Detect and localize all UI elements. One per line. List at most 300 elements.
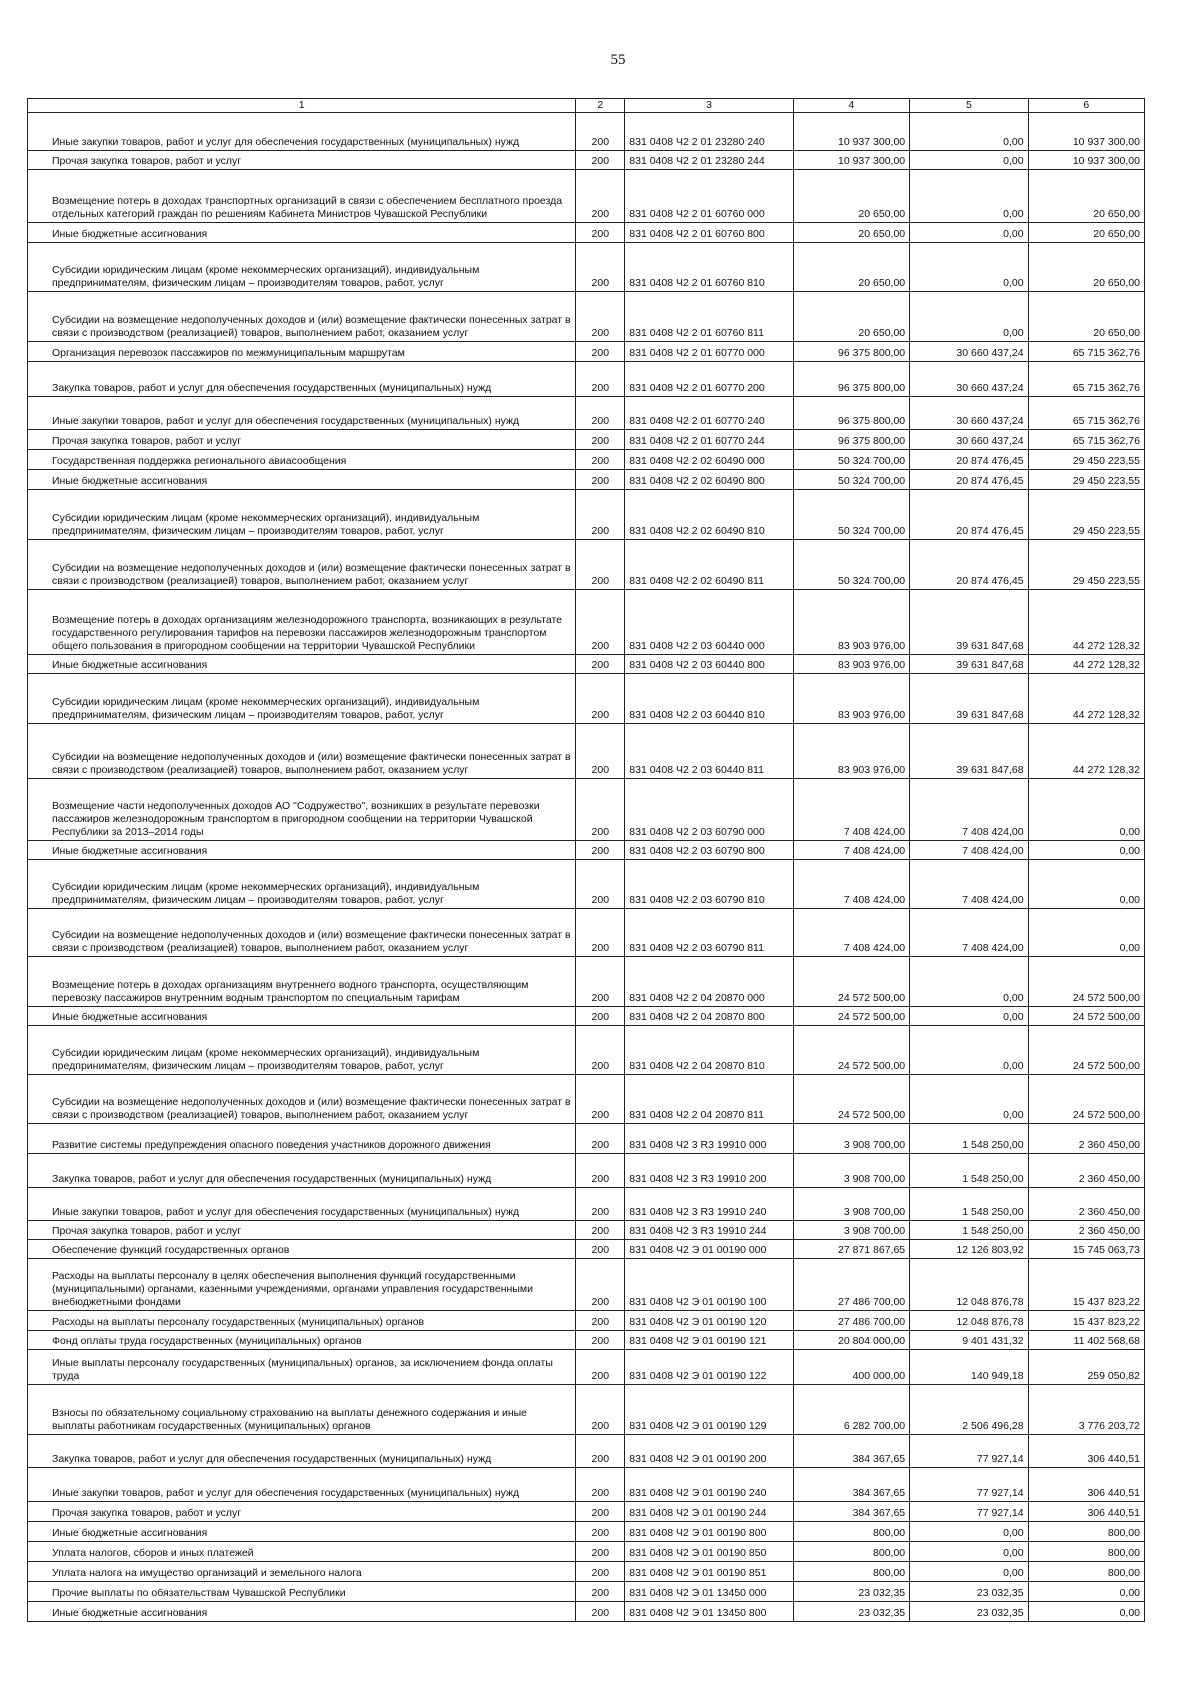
remainder-amount-cell: 3 776 203,72 xyxy=(1028,1384,1144,1434)
remainder-amount-cell: 44 272 128,32 xyxy=(1028,673,1144,723)
section-code-cell: 200 xyxy=(576,169,625,222)
expense-name-cell: Расходы на выплаты персоналу государственных (муниципальных) органов xyxy=(28,1310,576,1330)
executed-amount-cell: 0,00 xyxy=(910,112,1028,150)
remainder-amount-cell: 44 272 128,32 xyxy=(1028,589,1144,654)
section-code-cell: 200 xyxy=(576,1239,625,1258)
table-row xyxy=(28,1220,1145,1239)
executed-amount-cell: 1 548 250,00 xyxy=(910,1220,1028,1239)
approved-amount-cell: 24 572 500,00 xyxy=(793,956,909,1006)
executed-amount-cell: 20 874 476,45 xyxy=(910,449,1028,469)
classification-code-cell: 831 0408 Ч2 2 01 23280 244 xyxy=(625,150,793,169)
page-number: 55 xyxy=(610,52,626,68)
executed-amount-cell: 0,00 xyxy=(910,291,1028,341)
table-row xyxy=(28,150,1145,169)
remainder-amount-cell: 306 440,51 xyxy=(1028,1501,1144,1521)
remainder-amount-cell: 29 450 223,55 xyxy=(1028,539,1144,589)
expense-name-cell: Возмещение потерь в доходах организациям железнодорожного транспорта, возникающих в результате государственного регулирования тарифов на перевозки пассажиров железнодорожным транспортом общего пользования в пригородном сообщении на территории Чувашской Республики xyxy=(28,589,576,654)
classification-code-cell: 831 0408 Ч2 Э 01 00190 122 xyxy=(625,1349,793,1384)
approved-amount-cell: 7 408 424,00 xyxy=(793,840,909,859)
classification-code-cell: 831 0408 Ч2 2 01 60770 200 xyxy=(625,361,793,396)
executed-amount-cell: 12 048 876,78 xyxy=(910,1258,1028,1310)
approved-amount-cell: 96 375 800,00 xyxy=(793,396,909,429)
classification-code-cell: 831 0408 Ч2 2 01 60760 811 xyxy=(625,291,793,341)
table-row xyxy=(28,956,1145,1006)
table-row xyxy=(28,673,1145,723)
table-row xyxy=(28,1384,1145,1434)
classification-code-cell: 831 0408 Ч2 Э 01 00190 200 xyxy=(625,1434,793,1467)
expense-name-cell: Закупка товаров, работ и услуг для обеспечения государственных (муниципальных) нужд xyxy=(28,1434,576,1467)
classification-code-cell: 831 0408 Ч2 Э 01 00190 850 xyxy=(625,1541,793,1561)
approved-amount-cell: 384 367,65 xyxy=(793,1501,909,1521)
table-row xyxy=(28,1349,1145,1384)
remainder-amount-cell: 29 450 223,55 xyxy=(1028,449,1144,469)
column-header: 3 xyxy=(625,99,793,113)
executed-amount-cell: 0,00 xyxy=(910,1521,1028,1541)
expense-name-cell: Взносы по обязательному социальному страхованию на выплаты денежного содержания и иные выплаты работникам государственных (муниципальных) органов xyxy=(28,1384,576,1434)
section-code-cell: 200 xyxy=(576,673,625,723)
section-code-cell: 200 xyxy=(576,361,625,396)
remainder-amount-cell: 65 715 362,76 xyxy=(1028,341,1144,361)
table-row xyxy=(28,723,1145,778)
expense-name-cell: Прочая закупка товаров, работ и услуг xyxy=(28,150,576,169)
remainder-amount-cell: 20 650,00 xyxy=(1028,242,1144,291)
remainder-amount-cell: 65 715 362,76 xyxy=(1028,361,1144,396)
executed-amount-cell: 39 631 847,68 xyxy=(910,589,1028,654)
expense-name-cell: Субсидии юридическим лицам (кроме некоммерческих организаций), индивидуальным предпринимателям, физическим лицам – производителям товаров, работ, услуг xyxy=(28,489,576,539)
executed-amount-cell: 20 874 476,45 xyxy=(910,539,1028,589)
approved-amount-cell: 800,00 xyxy=(793,1541,909,1561)
executed-amount-cell: 77 927,14 xyxy=(910,1434,1028,1467)
classification-code-cell: 831 0408 Ч2 2 04 20870 800 xyxy=(625,1006,793,1025)
expense-name-cell: Расходы на выплаты персоналу в целях обеспечения выполнения функций государственными (муниципальными) органами, казенными учреждениями, органами управления государственными внебюджетными фондами xyxy=(28,1258,576,1310)
executed-amount-cell: 12 048 876,78 xyxy=(910,1310,1028,1330)
expense-name-cell: Прочая закупка товаров, работ и услуг xyxy=(28,429,576,449)
classification-code-cell: 831 0408 Ч2 Э 01 00190 800 xyxy=(625,1521,793,1541)
expense-name-cell: Иные закупки товаров, работ и услуг для обеспечения государственных (муниципальных) нужд xyxy=(28,1187,576,1220)
remainder-amount-cell: 2 360 450,00 xyxy=(1028,1123,1144,1153)
executed-amount-cell: 7 408 424,00 xyxy=(910,778,1028,840)
table-row xyxy=(28,469,1145,489)
table-row xyxy=(28,589,1145,654)
classification-code-cell: 831 0408 Ч2 Э 01 13450 000 xyxy=(625,1581,793,1601)
remainder-amount-cell: 0,00 xyxy=(1028,908,1144,956)
remainder-amount-cell: 15 437 823,22 xyxy=(1028,1258,1144,1310)
section-code-cell: 200 xyxy=(576,341,625,361)
approved-amount-cell: 24 572 500,00 xyxy=(793,1006,909,1025)
classification-code-cell: 831 0408 Ч2 2 02 60490 810 xyxy=(625,489,793,539)
executed-amount-cell: 20 874 476,45 xyxy=(910,489,1028,539)
table-row xyxy=(28,859,1145,908)
remainder-amount-cell: 65 715 362,76 xyxy=(1028,396,1144,429)
expense-name-cell: Иные закупки товаров, работ и услуг для обеспечения государственных (муниципальных) нужд xyxy=(28,396,576,429)
table-header-row xyxy=(28,99,1145,113)
table-row xyxy=(28,1006,1145,1025)
expense-name-cell: Субсидии на возмещение недополученных доходов и (или) возмещение фактически понесенных затрат в связи с производством (реализацией) товаров, выполнением работ, оказанием услуг xyxy=(28,539,576,589)
approved-amount-cell: 20 804 000,00 xyxy=(793,1330,909,1349)
expense-name-cell: Иные бюджетные ассигнования xyxy=(28,222,576,242)
remainder-amount-cell: 0,00 xyxy=(1028,778,1144,840)
approved-amount-cell: 3 908 700,00 xyxy=(793,1187,909,1220)
section-code-cell: 200 xyxy=(576,1561,625,1581)
approved-amount-cell: 800,00 xyxy=(793,1561,909,1581)
approved-amount-cell: 50 324 700,00 xyxy=(793,469,909,489)
section-code-cell: 200 xyxy=(576,489,625,539)
classification-code-cell: 831 0408 Ч2 Э 01 00190 851 xyxy=(625,1561,793,1581)
budget-table xyxy=(27,98,1145,1622)
section-code-cell: 200 xyxy=(576,1006,625,1025)
classification-code-cell: 831 0408 Ч2 2 03 60790 811 xyxy=(625,908,793,956)
section-code-cell: 200 xyxy=(576,1123,625,1153)
remainder-amount-cell: 24 572 500,00 xyxy=(1028,1074,1144,1123)
section-code-cell: 200 xyxy=(576,1541,625,1561)
classification-code-cell: 831 0408 Ч2 2 04 20870 000 xyxy=(625,956,793,1006)
table-row xyxy=(28,1025,1145,1074)
classification-code-cell: 831 0408 Ч2 2 01 60770 240 xyxy=(625,396,793,429)
remainder-amount-cell: 44 272 128,32 xyxy=(1028,723,1144,778)
classification-code-cell: 831 0408 Ч2 Э 01 00190 000 xyxy=(625,1239,793,1258)
expense-name-cell: Субсидии юридическим лицам (кроме некоммерческих организаций), индивидуальным предпринимателям, физическим лицам – производителям товаров, работ, услуг xyxy=(28,673,576,723)
table-row xyxy=(28,449,1145,469)
section-code-cell: 200 xyxy=(576,723,625,778)
section-code-cell: 200 xyxy=(576,291,625,341)
expense-name-cell: Развитие системы предупреждения опасного поведения участников дорожного движения xyxy=(28,1123,576,1153)
table-row xyxy=(28,654,1145,673)
remainder-amount-cell: 29 450 223,55 xyxy=(1028,489,1144,539)
expense-name-cell: Иные выплаты персоналу государственных (муниципальных) органов, за исключением фонда оплаты труда xyxy=(28,1349,576,1384)
section-code-cell: 200 xyxy=(576,1434,625,1467)
section-code-cell: 200 xyxy=(576,1349,625,1384)
section-code-cell: 200 xyxy=(576,1384,625,1434)
table-row xyxy=(28,169,1145,222)
expense-name-cell: Субсидии юридическим лицам (кроме некоммерческих организаций), индивидуальным предпринимателям, физическим лицам – производителям товаров, работ, услуг xyxy=(28,1025,576,1074)
approved-amount-cell: 7 408 424,00 xyxy=(793,859,909,908)
table-row xyxy=(28,1541,1145,1561)
expense-name-cell: Иные бюджетные ассигнования xyxy=(28,1006,576,1025)
table-row xyxy=(28,1239,1145,1258)
classification-code-cell: 831 0408 Ч2 2 03 60790 810 xyxy=(625,859,793,908)
table-row xyxy=(28,1561,1145,1581)
approved-amount-cell: 800,00 xyxy=(793,1521,909,1541)
approved-amount-cell: 83 903 976,00 xyxy=(793,654,909,673)
table-row xyxy=(28,242,1145,291)
expense-name-cell: Возмещение части недополученных доходов АО "Содружество", возникших в результате перевозки пассажиров железнодорожным транспортом в пригородном сообщении на территории Чувашской Республики за 2013–2014 годы xyxy=(28,778,576,840)
expense-name-cell: Организация перевозок пассажиров по межмуниципальным маршрутам xyxy=(28,341,576,361)
remainder-amount-cell: 24 572 500,00 xyxy=(1028,1006,1144,1025)
classification-code-cell: 831 0408 Ч2 Э 01 13450 800 xyxy=(625,1601,793,1621)
remainder-amount-cell: 15 437 823,22 xyxy=(1028,1310,1144,1330)
section-code-cell: 200 xyxy=(576,840,625,859)
approved-amount-cell: 3 908 700,00 xyxy=(793,1123,909,1153)
table-row xyxy=(28,1074,1145,1123)
classification-code-cell: 831 0408 Ч2 Э 01 00190 240 xyxy=(625,1467,793,1501)
classification-code-cell: 831 0408 Ч2 2 01 60760 800 xyxy=(625,222,793,242)
remainder-amount-cell: 800,00 xyxy=(1028,1521,1144,1541)
expense-name-cell: Возмещение потерь в доходах транспортных организаций в связи с обеспечением бесплатного проезда отдельных категорий граждан по решениям Кабинета Министров Чувашской Республики xyxy=(28,169,576,222)
approved-amount-cell: 20 650,00 xyxy=(793,291,909,341)
remainder-amount-cell: 29 450 223,55 xyxy=(1028,469,1144,489)
approved-amount-cell: 10 937 300,00 xyxy=(793,112,909,150)
executed-amount-cell: 0,00 xyxy=(910,1561,1028,1581)
section-code-cell: 200 xyxy=(576,1074,625,1123)
executed-amount-cell: 0,00 xyxy=(910,1025,1028,1074)
approved-amount-cell: 6 282 700,00 xyxy=(793,1384,909,1434)
table-row xyxy=(28,429,1145,449)
executed-amount-cell: 9 401 431,32 xyxy=(910,1330,1028,1349)
section-code-cell: 200 xyxy=(576,396,625,429)
executed-amount-cell: 0,00 xyxy=(910,150,1028,169)
table-row xyxy=(28,361,1145,396)
expense-name-cell: Закупка товаров, работ и услуг для обеспечения государственных (муниципальных) нужд xyxy=(28,361,576,396)
classification-code-cell: 831 0408 Ч2 Э 01 00190 129 xyxy=(625,1384,793,1434)
executed-amount-cell: 77 927,14 xyxy=(910,1501,1028,1521)
expense-name-cell: Иные закупки товаров, работ и услуг для обеспечения государственных (муниципальных) нужд xyxy=(28,1467,576,1501)
approved-amount-cell: 83 903 976,00 xyxy=(793,589,909,654)
remainder-amount-cell: 0,00 xyxy=(1028,859,1144,908)
classification-code-cell: 831 0408 Ч2 3 R3 19910 200 xyxy=(625,1153,793,1187)
classification-code-cell: 831 0408 Ч2 3 R3 19910 244 xyxy=(625,1220,793,1239)
classification-code-cell: 831 0408 Ч2 Э 01 00190 100 xyxy=(625,1258,793,1310)
table-row xyxy=(28,396,1145,429)
classification-code-cell: 831 0408 Ч2 2 03 60440 000 xyxy=(625,589,793,654)
table-row xyxy=(28,1123,1145,1153)
remainder-amount-cell: 20 650,00 xyxy=(1028,169,1144,222)
approved-amount-cell: 27 871 867,65 xyxy=(793,1239,909,1258)
expense-name-cell: Уплата налога на имущество организаций и земельного налога xyxy=(28,1561,576,1581)
approved-amount-cell: 20 650,00 xyxy=(793,222,909,242)
table-row xyxy=(28,222,1145,242)
expense-name-cell: Государственная поддержка регионального авиасообщения xyxy=(28,449,576,469)
approved-amount-cell: 23 032,35 xyxy=(793,1601,909,1621)
section-code-cell: 200 xyxy=(576,1220,625,1239)
expense-name-cell: Субсидии на возмещение недополученных доходов и (или) возмещение фактически понесенных затрат в связи с производством (реализацией) товаров, выполнением работ, оказанием услуг xyxy=(28,723,576,778)
expense-name-cell: Прочая закупка товаров, работ и услуг xyxy=(28,1220,576,1239)
approved-amount-cell: 83 903 976,00 xyxy=(793,673,909,723)
approved-amount-cell: 50 324 700,00 xyxy=(793,449,909,469)
executed-amount-cell: 0,00 xyxy=(910,242,1028,291)
approved-amount-cell: 96 375 800,00 xyxy=(793,361,909,396)
classification-code-cell: 831 0408 Ч2 2 01 60770 244 xyxy=(625,429,793,449)
remainder-amount-cell: 0,00 xyxy=(1028,1581,1144,1601)
table-row xyxy=(28,1153,1145,1187)
approved-amount-cell: 27 486 700,00 xyxy=(793,1310,909,1330)
approved-amount-cell: 24 572 500,00 xyxy=(793,1074,909,1123)
approved-amount-cell: 7 408 424,00 xyxy=(793,778,909,840)
remainder-amount-cell: 15 745 063,73 xyxy=(1028,1239,1144,1258)
remainder-amount-cell: 259 050,82 xyxy=(1028,1349,1144,1384)
remainder-amount-cell: 10 937 300,00 xyxy=(1028,112,1144,150)
approved-amount-cell: 50 324 700,00 xyxy=(793,489,909,539)
approved-amount-cell: 96 375 800,00 xyxy=(793,429,909,449)
classification-code-cell: 831 0408 Ч2 2 03 60790 800 xyxy=(625,840,793,859)
remainder-amount-cell: 800,00 xyxy=(1028,1541,1144,1561)
executed-amount-cell: 1 548 250,00 xyxy=(910,1123,1028,1153)
executed-amount-cell: 2 506 496,28 xyxy=(910,1384,1028,1434)
classification-code-cell: 831 0408 Ч2 2 02 60490 811 xyxy=(625,539,793,589)
expense-name-cell: Фонд оплаты труда государственных (муниципальных) органов xyxy=(28,1330,576,1349)
remainder-amount-cell: 11 402 568,68 xyxy=(1028,1330,1144,1349)
executed-amount-cell: 140 949,18 xyxy=(910,1349,1028,1384)
section-code-cell: 200 xyxy=(576,242,625,291)
table-row xyxy=(28,1501,1145,1521)
expense-name-cell: Субсидии на возмещение недополученных доходов и (или) возмещение фактически понесенных затрат в связи с производством (реализацией) товаров, выполнением работ, оказанием услуг xyxy=(28,1074,576,1123)
executed-amount-cell: 30 660 437,24 xyxy=(910,361,1028,396)
column-header: 1 xyxy=(28,99,576,113)
section-code-cell: 200 xyxy=(576,222,625,242)
table-row xyxy=(28,1521,1145,1541)
expense-name-cell: Иные бюджетные ассигнования xyxy=(28,840,576,859)
executed-amount-cell: 0,00 xyxy=(910,1541,1028,1561)
classification-code-cell: 831 0408 Ч2 2 01 23280 240 xyxy=(625,112,793,150)
expense-name-cell: Субсидии на возмещение недополученных доходов и (или) возмещение фактически понесенных затрат в связи с производством (реализацией) товаров, выполнением работ, оказанием услуг xyxy=(28,908,576,956)
section-code-cell: 200 xyxy=(576,654,625,673)
expense-name-cell: Закупка товаров, работ и услуг для обеспечения государственных (муниципальных) нужд xyxy=(28,1153,576,1187)
table-row xyxy=(28,341,1145,361)
classification-code-cell: 831 0408 Ч2 Э 01 00190 244 xyxy=(625,1501,793,1521)
section-code-cell: 200 xyxy=(576,1501,625,1521)
approved-amount-cell: 7 408 424,00 xyxy=(793,908,909,956)
section-code-cell: 200 xyxy=(576,150,625,169)
executed-amount-cell: 39 631 847,68 xyxy=(910,723,1028,778)
remainder-amount-cell: 306 440,51 xyxy=(1028,1467,1144,1501)
executed-amount-cell: 7 408 424,00 xyxy=(910,908,1028,956)
approved-amount-cell: 50 324 700,00 xyxy=(793,539,909,589)
remainder-amount-cell: 10 937 300,00 xyxy=(1028,150,1144,169)
executed-amount-cell: 0,00 xyxy=(910,1006,1028,1025)
executed-amount-cell: 30 660 437,24 xyxy=(910,341,1028,361)
section-code-cell: 200 xyxy=(576,1310,625,1330)
classification-code-cell: 831 0408 Ч2 2 02 60490 800 xyxy=(625,469,793,489)
classification-code-cell: 831 0408 Ч2 Э 01 00190 120 xyxy=(625,1310,793,1330)
classification-code-cell: 831 0408 Ч2 2 03 60440 800 xyxy=(625,654,793,673)
classification-code-cell: 831 0408 Ч2 2 03 60440 810 xyxy=(625,673,793,723)
executed-amount-cell: 23 032,35 xyxy=(910,1581,1028,1601)
executed-amount-cell: 0,00 xyxy=(910,169,1028,222)
section-code-cell: 200 xyxy=(576,1153,625,1187)
remainder-amount-cell: 44 272 128,32 xyxy=(1028,654,1144,673)
expense-name-cell: Обеспечение функций государственных органов xyxy=(28,1239,576,1258)
section-code-cell: 200 xyxy=(576,112,625,150)
classification-code-cell: 831 0408 Ч2 2 03 60440 811 xyxy=(625,723,793,778)
expense-name-cell: Иные закупки товаров, работ и услуг для обеспечения государственных (муниципальных) нужд xyxy=(28,112,576,150)
section-code-cell: 200 xyxy=(576,469,625,489)
table-row xyxy=(28,291,1145,341)
expense-name-cell: Субсидии на возмещение недополученных доходов и (или) возмещение фактически понесенных затрат в связи с производством (реализацией) товаров, выполнением работ, оказанием услуг xyxy=(28,291,576,341)
classification-code-cell: 831 0408 Ч2 2 04 20870 811 xyxy=(625,1074,793,1123)
approved-amount-cell: 27 486 700,00 xyxy=(793,1258,909,1310)
approved-amount-cell: 24 572 500,00 xyxy=(793,1025,909,1074)
column-header: 4 xyxy=(793,99,909,113)
executed-amount-cell: 20 874 476,45 xyxy=(910,469,1028,489)
table-body xyxy=(28,112,1145,1621)
section-code-cell: 200 xyxy=(576,1187,625,1220)
executed-amount-cell: 23 032,35 xyxy=(910,1601,1028,1621)
table-row xyxy=(28,908,1145,956)
executed-amount-cell: 7 408 424,00 xyxy=(910,840,1028,859)
remainder-amount-cell: 24 572 500,00 xyxy=(1028,956,1144,1006)
executed-amount-cell: 39 631 847,68 xyxy=(910,673,1028,723)
expense-name-cell: Прочая закупка товаров, работ и услуг xyxy=(28,1501,576,1521)
executed-amount-cell: 0,00 xyxy=(910,956,1028,1006)
section-code-cell: 200 xyxy=(576,1521,625,1541)
table-row xyxy=(28,1187,1145,1220)
expense-name-cell: Иные бюджетные ассигнования xyxy=(28,654,576,673)
approved-amount-cell: 20 650,00 xyxy=(793,242,909,291)
classification-code-cell: 831 0408 Ч2 2 04 20870 810 xyxy=(625,1025,793,1074)
executed-amount-cell: 1 548 250,00 xyxy=(910,1153,1028,1187)
expense-name-cell: Иные бюджетные ассигнования xyxy=(28,469,576,489)
approved-amount-cell: 10 937 300,00 xyxy=(793,150,909,169)
approved-amount-cell: 3 908 700,00 xyxy=(793,1220,909,1239)
executed-amount-cell: 12 126 803,92 xyxy=(910,1239,1028,1258)
executed-amount-cell: 77 927,14 xyxy=(910,1467,1028,1501)
section-code-cell: 200 xyxy=(576,956,625,1006)
expense-name-cell: Возмещение потерь в доходах организациям внутреннего водного транспорта, осуществляющим перевозку пассажиров внутренним водным транспортом по специальным тарифам xyxy=(28,956,576,1006)
section-code-cell: 200 xyxy=(576,1601,625,1621)
section-code-cell: 200 xyxy=(576,1467,625,1501)
classification-code-cell: 831 0408 Ч2 2 01 60760 810 xyxy=(625,242,793,291)
remainder-amount-cell: 0,00 xyxy=(1028,1601,1144,1621)
executed-amount-cell: 30 660 437,24 xyxy=(910,429,1028,449)
section-code-cell: 200 xyxy=(576,778,625,840)
approved-amount-cell: 400 000,00 xyxy=(793,1349,909,1384)
section-code-cell: 200 xyxy=(576,1330,625,1349)
remainder-amount-cell: 306 440,51 xyxy=(1028,1434,1144,1467)
expense-name-cell: Прочие выплаты по обязательствам Чувашской Республики xyxy=(28,1581,576,1601)
expense-name-cell: Иные бюджетные ассигнования xyxy=(28,1601,576,1621)
remainder-amount-cell: 2 360 450,00 xyxy=(1028,1153,1144,1187)
executed-amount-cell: 0,00 xyxy=(910,222,1028,242)
section-code-cell: 200 xyxy=(576,429,625,449)
remainder-amount-cell: 0,00 xyxy=(1028,840,1144,859)
executed-amount-cell: 30 660 437,24 xyxy=(910,396,1028,429)
remainder-amount-cell: 24 572 500,00 xyxy=(1028,1025,1144,1074)
classification-code-cell: 831 0408 Ч2 3 R3 19910 000 xyxy=(625,1123,793,1153)
table-row xyxy=(28,778,1145,840)
table-row xyxy=(28,112,1145,150)
approved-amount-cell: 23 032,35 xyxy=(793,1581,909,1601)
classification-code-cell: 831 0408 Ч2 3 R3 19910 240 xyxy=(625,1187,793,1220)
remainder-amount-cell: 65 715 362,76 xyxy=(1028,429,1144,449)
approved-amount-cell: 96 375 800,00 xyxy=(793,341,909,361)
remainder-amount-cell: 2 360 450,00 xyxy=(1028,1220,1144,1239)
table-row xyxy=(28,489,1145,539)
table-row xyxy=(28,1434,1145,1467)
section-code-cell: 200 xyxy=(576,539,625,589)
table-row xyxy=(28,1330,1145,1349)
section-code-cell: 200 xyxy=(576,859,625,908)
column-header: 5 xyxy=(910,99,1028,113)
approved-amount-cell: 384 367,65 xyxy=(793,1434,909,1467)
expense-name-cell: Субсидии юридическим лицам (кроме некоммерческих организаций), индивидуальным предпринимателям, физическим лицам – производителям товаров, работ, услуг xyxy=(28,242,576,291)
expense-name-cell: Иные бюджетные ассигнования xyxy=(28,1521,576,1541)
section-code-cell: 200 xyxy=(576,589,625,654)
column-header: 6 xyxy=(1028,99,1144,113)
classification-code-cell: 831 0408 Ч2 2 01 60760 000 xyxy=(625,169,793,222)
approved-amount-cell: 3 908 700,00 xyxy=(793,1153,909,1187)
remainder-amount-cell: 20 650,00 xyxy=(1028,291,1144,341)
table-row xyxy=(28,1310,1145,1330)
remainder-amount-cell: 800,00 xyxy=(1028,1561,1144,1581)
approved-amount-cell: 83 903 976,00 xyxy=(793,723,909,778)
table-row xyxy=(28,1601,1145,1621)
remainder-amount-cell: 2 360 450,00 xyxy=(1028,1187,1144,1220)
remainder-amount-cell: 20 650,00 xyxy=(1028,222,1144,242)
table-row xyxy=(28,1581,1145,1601)
table-row xyxy=(28,1258,1145,1310)
column-header: 2 xyxy=(576,99,625,113)
section-code-cell: 200 xyxy=(576,449,625,469)
executed-amount-cell: 0,00 xyxy=(910,1074,1028,1123)
